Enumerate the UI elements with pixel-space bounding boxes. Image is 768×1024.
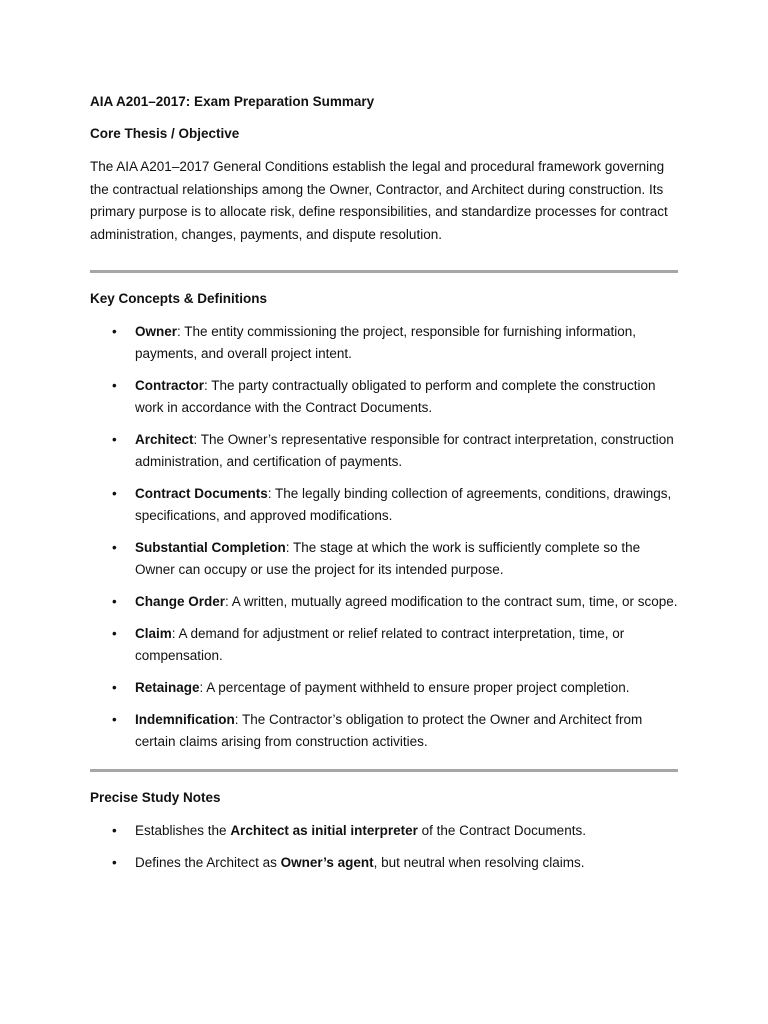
bullet-icon: •: [112, 823, 117, 838]
list-item: [90, 623, 680, 667]
bullet-icon: •: [112, 626, 117, 641]
bullet-icon: •: [112, 540, 117, 555]
note-emphasis: Architect as initial interpreter: [230, 823, 418, 838]
bullet-icon: •: [112, 324, 117, 339]
bullet-icon: •: [112, 855, 117, 870]
core-thesis-heading: Core Thesis / Objective: [90, 126, 240, 141]
bullet-icon: •: [112, 432, 117, 447]
term-definition: : The Contractor’s obligation to protect the Owner and Architect from certain claims arising from construction activities.: [135, 712, 643, 749]
note-text: Defines the Architect as: [135, 855, 281, 870]
term-definition: : A written, mutually agreed modification to the contract sum, time, or scope.: [225, 594, 678, 609]
term-label: Owner: [135, 324, 178, 339]
list-item: [90, 677, 680, 699]
note-text: of the Contract Documents.: [417, 823, 586, 838]
study-notes-heading: Precise Study Notes: [90, 790, 221, 805]
term-label: Retainage: [135, 680, 200, 695]
document-title: AIA A201–2017: Exam Preparation Summary: [90, 94, 375, 109]
section-divider: [90, 270, 678, 273]
list-item: [90, 321, 680, 365]
list-item: [90, 483, 680, 527]
key-concepts-heading: Key Concepts & Definitions: [90, 291, 268, 306]
list-item: [90, 429, 680, 473]
list-item: [90, 709, 680, 753]
note-emphasis: Owner’s agent: [280, 855, 374, 870]
bullet-icon: •: [112, 486, 117, 501]
term-definition: : A percentage of payment withheld to ensure proper project completion.: [199, 680, 630, 695]
bullet-icon: •: [112, 594, 117, 609]
term-definition: : The stage at which the work is sufficiently complete so the Owner can occupy or use the project for its intended purpose.: [135, 540, 641, 577]
note-text: Establishes the: [135, 823, 231, 838]
section-divider: [90, 769, 678, 772]
term-label: Substantial Completion: [135, 540, 286, 555]
term-definition: : The Owner’s representative responsible for contract interpretation, construction administration, and certification of payments.: [135, 432, 674, 469]
key-concepts-list: [90, 321, 680, 753]
list-item: [90, 852, 680, 874]
term-label: Change Order: [135, 594, 226, 609]
term-label: Architect: [135, 432, 194, 447]
list-item: [90, 375, 680, 419]
note-text: , but neutral when resolving claims.: [373, 855, 585, 870]
document-page: [90, 92, 680, 884]
list-item: [90, 820, 680, 842]
term-label: Claim: [135, 626, 172, 641]
term-label: Indemnification: [135, 712, 235, 727]
core-thesis-paragraph: The AIA A201–2017 General Conditions establish the legal and procedural framework governing the contractual relationships among the Owner, Contractor, and Architect during construction. Its primary purpose is to allocate risk, define responsibilities, and standardize processes for contract administration, changes, payments, and dispute resolution.: [90, 159, 668, 242]
bullet-icon: •: [112, 680, 117, 695]
bullet-icon: •: [112, 378, 117, 393]
term-definition: : The party contractually obligated to perform and complete the construction work in accordance with the Contract Documents.: [135, 378, 656, 415]
term-definition: : A demand for adjustment or relief related to contract interpretation, time, or compensation.: [135, 626, 625, 663]
term-label: Contractor: [135, 378, 205, 393]
list-item: [90, 537, 680, 581]
term-definition: : The legally binding collection of agreements, conditions, drawings, specifications, and approved modifications.: [135, 486, 672, 523]
list-item: [90, 591, 680, 613]
bullet-icon: •: [112, 712, 117, 727]
term-label: Contract Documents: [135, 486, 268, 501]
term-definition: : The entity commissioning the project, responsible for furnishing information, payments, and overall project intent.: [135, 324, 636, 361]
study-notes-list: [90, 820, 680, 874]
